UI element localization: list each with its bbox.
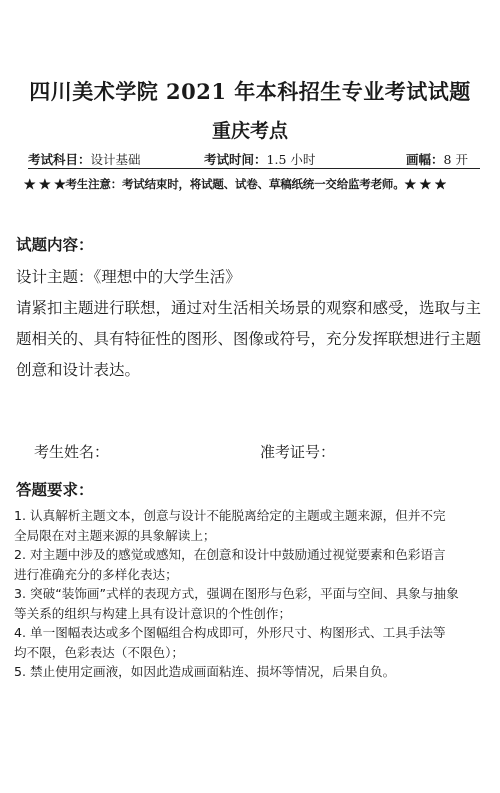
exam-info-row: [28, 148, 480, 169]
requirement-line: 2. 对主题中涉及的感觉或感知，在创意和设计中鼓励通过视觉要素和色彩语言: [14, 547, 446, 562]
content-line: 题相关的、具有特征性的图形、图像或符号，充分发挥联想进行主题: [16, 330, 482, 348]
size-label: 画幅：: [406, 152, 444, 167]
subject-value: 设计基础: [90, 152, 141, 167]
exam-title: 四川美术学院 2021 年本科招生专业考试试题: [29, 79, 471, 104]
content-line: 创意和设计表达。: [16, 361, 141, 379]
requirement-line: 等关系的组织与构建上具有设计意识的个性创作；: [14, 605, 292, 621]
requirement-line: 5. 禁止使用定画液，如因此造成画面粘连、损坏等情况，后果自负。: [14, 664, 396, 679]
requirement-line: 1. 认真解析主题文本，创意与设计不能脱离给定的主题或主题来源，但并不完: [14, 508, 446, 523]
subject-field: [28, 150, 141, 168]
exam-notice: ★ ★ ★考生注意：考试结束时，将试题、试卷、草稿纸统一交给监考老师。★ ★ ★: [24, 177, 447, 191]
content-line: 请紧扣主题进行联想，通过对生活相关场景的观察和感受，选取与主: [16, 299, 482, 317]
size-field: [406, 150, 468, 168]
requirement-line: 4. 单一图幅表达或多个图幅组合构成即可，外形尺寸、构图形式、工具手法等: [14, 625, 446, 640]
content-heading: 试题内容：: [16, 236, 94, 254]
requirement-line: 3. 突破“装饰画”式样的表现方式，强调在图形与色彩，平面与空间、具象与抽象: [14, 586, 459, 601]
candidate-name-label: 考生姓名：: [34, 443, 110, 461]
time-value: 1.5 小时: [266, 152, 316, 167]
time-field: [204, 150, 315, 168]
requirement-line: 进行准确充分的多样化表达；: [14, 566, 178, 582]
time-label: 考试时间：: [204, 152, 267, 167]
content-paragraph: [16, 293, 486, 386]
requirements-heading: 答题要求：: [16, 481, 94, 499]
requirement-line: 全局限在对主题来源的具象解读上；: [14, 527, 216, 543]
design-theme: 设计主题：《理想中的大学生活》: [16, 268, 241, 286]
candidate-id-label: 准考证号：: [260, 443, 336, 461]
size-value: 8 开: [443, 152, 468, 167]
exam-location: 重庆考点: [211, 120, 288, 142]
subject-label: 考试科目：: [28, 152, 91, 167]
requirement-line: 均不限，色彩表达（不限色）；: [14, 644, 185, 660]
requirements-list: [14, 506, 488, 682]
